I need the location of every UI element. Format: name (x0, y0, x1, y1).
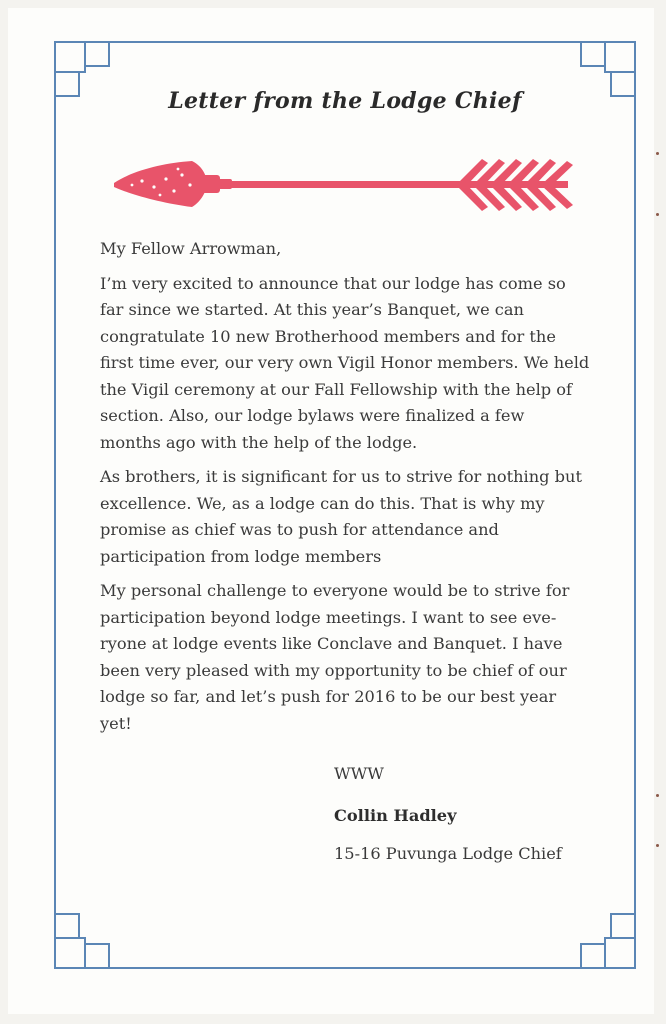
paragraph-3: My personal challenge to everyone would be to strive for participation beyond lodge meetings. I want to see eve-ryone at lodge events like Conclave and Banquet. I have been very pleased with my opportunity to be chief of our lodge so far, and let’s push for 2016 to be our best year yet! (100, 581, 570, 733)
scan-speck (656, 152, 659, 155)
signer-title: 15-16 Puvunga Lodge Chief (334, 844, 562, 863)
signer-name: Collin Hadley (334, 806, 457, 825)
paragraph-1: I’m very excited to announce that our lodge has come so far since we started. At this year’s Banquet, we can congratulate 10 new Brotherhood members and for the first time ever, our very own Vigil Honor members. We held the Vigil ceremony at our Fall Fellowship with the help of section. Also, our lodge bylaws were finalized a few months ago with the help of the lodge. (100, 273, 590, 452)
arrowhead-arrow-icon (112, 153, 578, 219)
letter-body (100, 236, 590, 745)
corner-ornament-top-left (54, 41, 108, 95)
letter-title: Letter from the Lodge Chief (168, 88, 522, 114)
corner-ornament-bottom-right (582, 915, 636, 969)
scan-speck (656, 794, 659, 797)
paragraph-2: As brothers, it is significant for us to strive for nothing but excellence. We, as a lodge can do this. That is why my promise as chief was to push for attendance and participation from lodge members (100, 467, 582, 566)
corner-ornament-top-right (582, 41, 636, 95)
salutation: My Fellow Arrowman, (100, 239, 282, 258)
scan-speck (656, 213, 659, 216)
corner-ornament-bottom-left (54, 915, 108, 969)
closing: WWW (334, 764, 384, 783)
scan-speck (656, 844, 659, 847)
